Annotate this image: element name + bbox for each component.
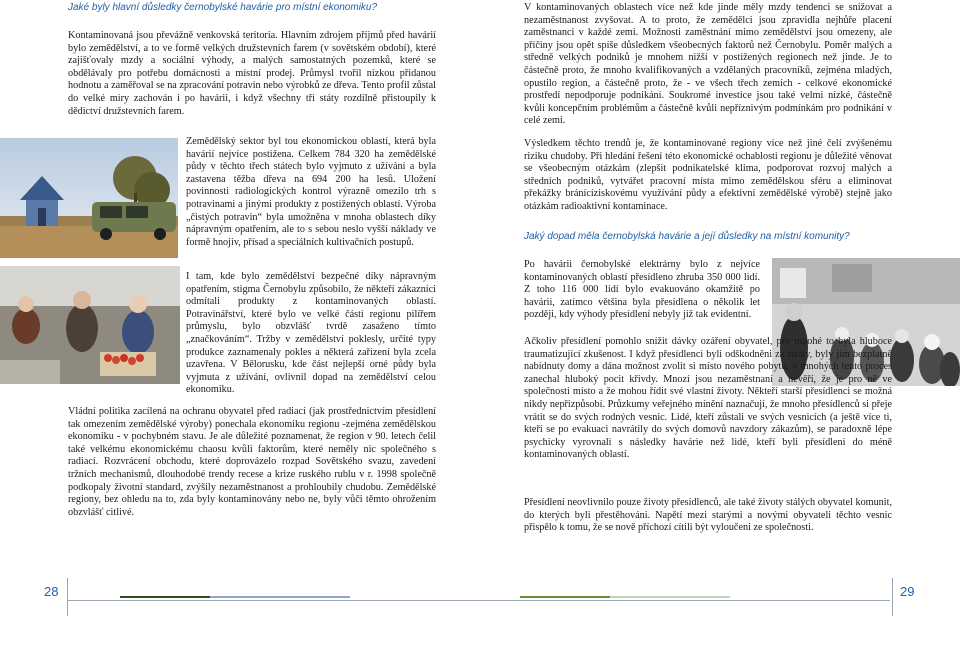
footer-accent-1 <box>120 596 210 598</box>
footer-divider <box>892 578 893 616</box>
paragraph-communities: Přesídlení neovlivnilo pouze životy přesídlenců, ale také životy stálých obyvatel komunit, do kterých byli přestěhováni. Napětí mezi starými a novými obyvateli těchto vesnic přispělo k tomu, že se nově příchozí cítili být vyloučeni ze společnosti. <box>524 497 892 534</box>
paragraph-stigma: I tam, kde bylo zemědělství bezpečné díky nápravným opatřením, stigma Černobylu způsobilo, že někteří zákazníci odmítali produkty z kontaminovaných oblastí. Potravinářství, které bylo ve velké části regionu pilířem průmyslu, bylo obzvlášť tvrdě zasaženo tímto „značkováním“. Tržby v zemědělství poklesly, určité typy produkce zaznamenaly pokles a některá zařízení byla zcela uzavřena. V Bělorusku, kde část nejlepší orné půdy byla vyjmuta z užívání, ovlivnil dopad na zemědělství celou ekonomiku. <box>186 271 436 396</box>
paragraph-agriculture-intro: Kontaminovaná jsou převážně venkovská teritoria. Hlavním zdrojem příjmů před havárií bylo zemědělství, a to ve formě velkých družstevních farem (v sovětském období), které zajišťovaly mzdy a sociální výhody, a malých samostatných pozemků, které se obdělávaly pro potřebu domácnosti a místní prodej. Průmysl tvořil nízkou přidanou hodnotu a zaměřoval se na zpracování potravin nebo výrobků ze dřeva. Tento profil zůstal do velké míry zachován i po havárii, i když všechny tři státy rozdílně přistoupily k dědictví družstevních farem. <box>68 30 436 117</box>
footer-accent-3 <box>520 596 610 598</box>
page-number-left: 28 <box>44 584 59 599</box>
market-photo <box>0 266 180 384</box>
paragraph-poverty-risk: Výsledkem těchto trendů je, že kontaminované regiony více než jiné čelí zvýšenému riziku chudoby. Při hledání řešení této ekonomické ochablosti regionu je důležité věnovat se všeobecným otázkám (zlepšit podnikatelské klima, podporovat rozvoj malých a středních podniků, vytvářet pracovní místa mimo zemědělskou sféru a eliminovat překážky bránícíziskovému využívání půdy a efektivní zemědělské výrobě) stejně jako otázkám radioaktivní kontaminace. <box>524 138 892 212</box>
page-number-right: 29 <box>900 584 915 599</box>
paragraph-agriculture-impact: Zemědělský sektor byl tou ekonomickou oblastí, která byla havárií nejvíce postižena. Celkem 784 320 ha zemědělské půdy v těchto třech státech bylo vyjmuto z užívání a byla zastavena těžba dřeva na 694 200 ha lesů. Uložení povinnosti radiologických kontrol výrazně omezilo trh s potravinami a jinými produkty z postižených oblastí. Výroba „čistých potravin“ byla umožněna v mnoha oblastech díky nápravným opatřením, ale to s sebou neslo vyšší náklady ve formě hnojiv, přísad a speciálních kultivačních postupů. <box>186 136 436 248</box>
section-question: Jaké byly hlavní důsledky černobylské havárie pro místní ekonomiku? <box>68 2 378 13</box>
paragraph-trauma: Ačkoliv přesídlení pomohlo snížit dávky ozáření obyvatel, pro mnohé to byla hluboce traumatizující zkušenost. I když přesídlenci byli odškodněni za ztráty, byly jim bezplatně nabídnuty domy a dána možnost zvolit si místo nového pobytu, v mnohých tento proces zanechal hluboký pocit křivdy. Mnozí jsou nezaměstnaní a nevěří, že je pro ně ve společnosti místo a že mohou řídit své vlastní životy. Někteří starší přesídlenci se možná nikdy nepřizpůsobí. Průzkumy veřejného mínění naznačují, že mnoho přesídlenců si přeje vrátit se do svých rodných vesnic. Lidé, kteří zůstali ve svých vesnicích (a ještě více ti, kteří se po evakuaci navrátily do svých domovů navzdory zákazům), se paradoxně lépe psychicky vyrovnali s následky havárie než lidé, kteří byli přesídleni do méně kontaminovaných oblastí. <box>524 336 892 461</box>
paragraph-government-policy: Vládní politika zacílená na ochranu obyvatel před radiací (jak prostřednictvím přesídlení tak omezením zemědělské výroby) ponechala ekonomiku regionu -zejména zemědělskou ekonomiku - v pochybném stavu. Je ale důležité poznamenat, že region v 90. letech čelil také velkému ekonomickému chaosu kvůli faktorům, které neměly nic společného s radiací. Rozvrácení obchodu, které doprovázelo rozpad Sovětského svazu, zavedení tržních mechanismů, dlouhodobé trendy recese a krize ruského rublu v r. 1998 společně podkopaly životní standard, zvýšily nezaměstnanost a prohloubily chudobu. Zemědělské regiony, bez ohledu na to, zda byly kontaminovány nebo ne, byly vůči těmto ohrožením obzvlášť citlivé. <box>68 406 436 518</box>
footer-divider <box>67 578 68 616</box>
market-photo-illustration <box>0 266 180 384</box>
right-page <box>480 0 960 653</box>
section-question: Jaký dopad měla černobylská havárie a její důsledky na místní komunity? <box>524 231 850 242</box>
footer-accent-4 <box>610 596 730 598</box>
footer-rule <box>480 600 890 601</box>
paragraph-resettlement: Po havárii černobylské elektrárny bylo z nejvíce kontaminovaných oblastí přesídleno zhruba 350 000 lidí. Z toho 116 000 lidí bylo evakuováno okamžitě po havárii, zatímco většina byla přesídlena o několik let později, kdy výhody přesídlení nebyly již tak evidentní. <box>524 259 760 321</box>
village-photo <box>0 138 178 258</box>
village-photo-illustration <box>0 138 178 258</box>
footer-rule <box>68 600 480 601</box>
footer-accent-2 <box>210 596 350 598</box>
paragraph-trauma-lead <box>524 336 892 462</box>
paragraph-wages: V kontaminovaných oblastech více než kde jinde měly mzdy tendenci se snižovat a nezaměstnanost zvyšovat. A to proto, že zemědělci jsou zpravidla nejhůře placení zaměstnanci v každé zemi. Možnosti zaměstnání mimo zemědělství jsou omezeny, ale příčiny jsou opět spíše důsledkem všeobecných faktorů než Černobylu. Poměr malých a středně velkých podniků je mnohem nižší v postižených regionech než jinde. Je to částečně proto, že mnoho kvalifikovaných a vzdělaných pracovníků, zejména mladých, opustilo region, a částečně proto, že - ve všech třech zemích - celkové ekonomické prostředí nepodporuje podnikání. Soukromé investice jsou také velmi nízké, částečně kvůli koncepčním problémům a částečně kvůli nepříznivým podmínkám pro podnikání v celé zemi. <box>524 2 892 127</box>
